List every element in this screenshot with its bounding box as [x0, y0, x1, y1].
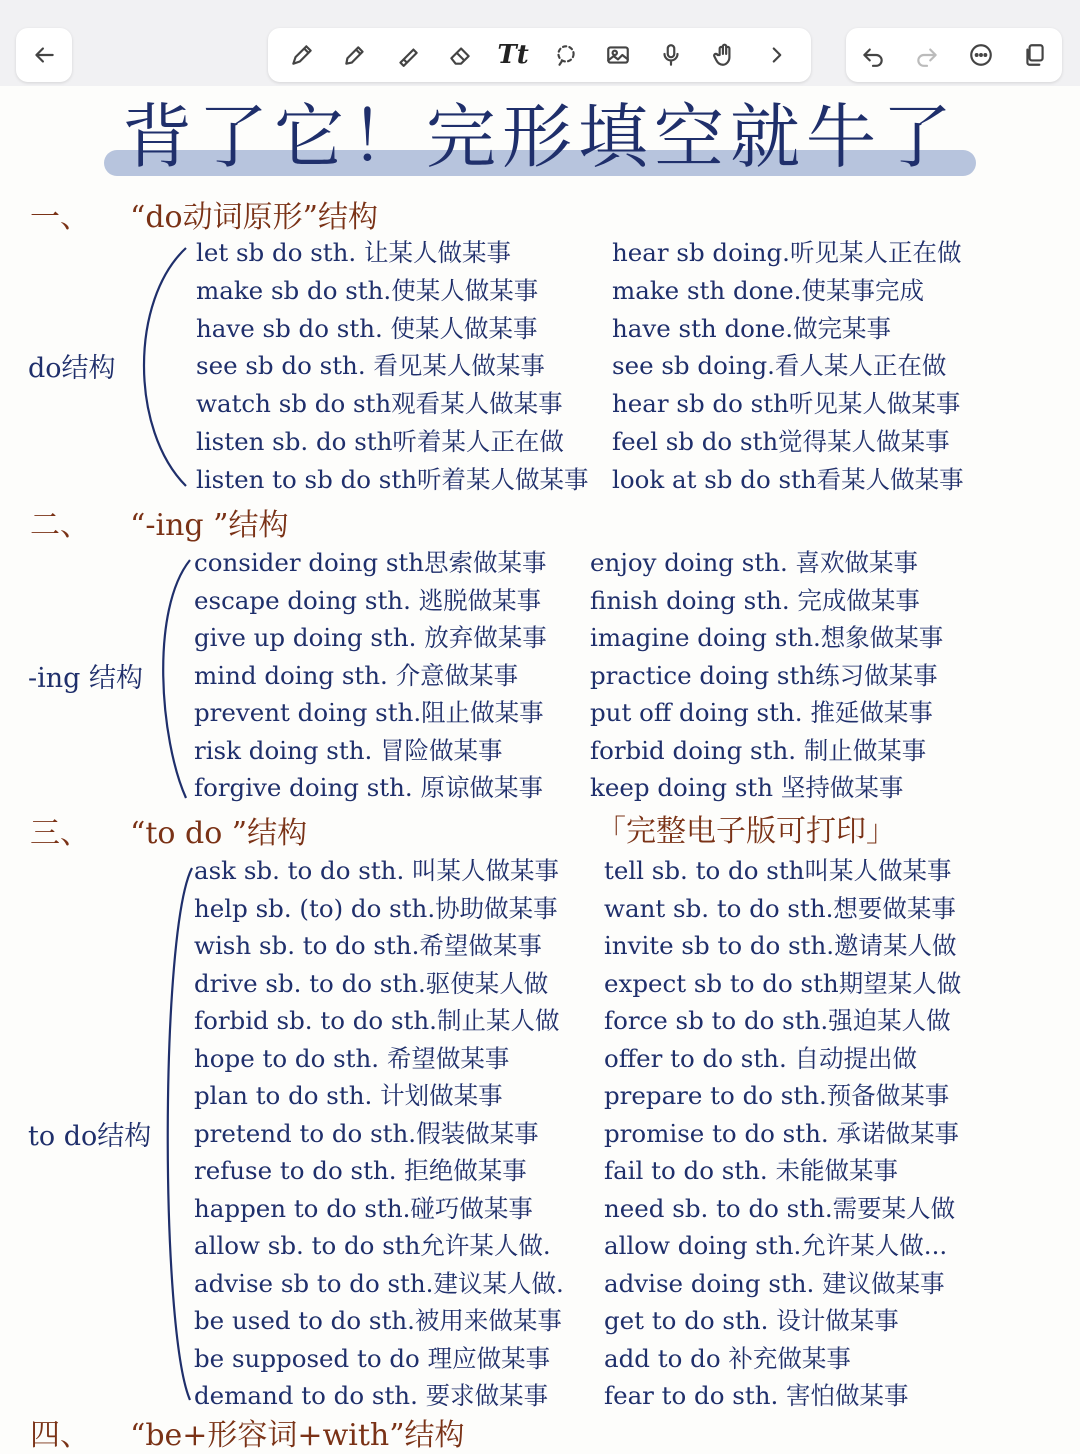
section4-number: 四、 [30, 1418, 90, 1453]
section3-left-phrase: drive sb. to do sth.驱使某人做 [194, 968, 549, 998]
section3-left-phrase: be used to do sth.被用来做某事 [194, 1306, 562, 1335]
section3-left-phrase: forbid sb. to do sth.制止某人做 [194, 1006, 560, 1035]
section3-left-phrase: help sb. (to) do sth.协助做某事 [194, 893, 558, 923]
section2-left-phrase: forgive doing sth. 原谅做某事 [194, 773, 543, 802]
section1-left-phrase: watch sb do sth观看某人做某事 [196, 389, 563, 419]
section1-left-phrase: make sb do sth.使某人做某事 [196, 275, 539, 305]
page-title: 背了它！完形填空就牛了 [122, 96, 958, 178]
section3-right-phrase: advise doing sth. 建议做某事 [604, 1268, 945, 1298]
section1-right-phrase: make sth done.使某事完成 [612, 275, 924, 305]
section1-left-phrase: see sb do sth. 看见某人做某事 [196, 351, 545, 381]
brace-section3 [168, 868, 192, 1400]
section2-left-phrase: risk doing sth. 冒险做某事 [194, 735, 503, 765]
section2-right-phrase: put off doing sth. 推延做某事 [590, 698, 933, 727]
text-tool-label: Tt [497, 40, 529, 70]
section1-left-phrase: listen sb. do sth听着某人正在做 [196, 427, 564, 456]
section2-left-phrase: escape doing sth. 逃脱做某事 [194, 585, 542, 615]
section3-right-phrase: get to do sth. 设计做某事 [604, 1306, 899, 1335]
section2-title: “-ing ”结构 [130, 508, 289, 543]
section1-right-phrase: hear sb doing.听见某人正在做 [612, 238, 962, 267]
section3-right-phrase: expect sb to do sth期望某人做 [604, 968, 962, 998]
section1-number: 一、 [30, 200, 90, 235]
section3-right-phrase: invite sb to do sth.邀请某人做 [604, 931, 957, 960]
section2-left-phrase: mind doing sth. 介意做某事 [194, 660, 519, 690]
section1-heading [30, 192, 378, 236]
section1-right-phrase: have sth done.做完某事 [612, 313, 891, 343]
section3-right-phrase: add to do 补充做某事 [604, 1343, 851, 1373]
section3-title: “to do ”结构 [130, 816, 308, 851]
section3-left-phrase: pretend to do sth.假装做某事 [194, 1118, 539, 1148]
section3-right-phrase: want sb. to do sth.想要做某事 [604, 893, 956, 923]
brace-section1 [144, 248, 186, 486]
section3-left-phrase: advise sb to do sth.建议某人做. [194, 1268, 564, 1298]
section3-left-phrase: be supposed to do 理应做某事 [194, 1343, 551, 1373]
section3-left-phrase: refuse to do sth. 拒绝做某事 [194, 1156, 527, 1185]
section3-left-phrase: hope to do sth. 希望做某事 [194, 1043, 510, 1073]
section1-left-phrase: listen to sb do sth听着某人做某事 [196, 464, 589, 494]
section1-label: do结构 [28, 353, 116, 384]
section3-right-phrase: promise to do sth. 承诺做某事 [604, 1118, 959, 1148]
section1-right-phrase: feel sb do sth觉得某人做某事 [612, 427, 950, 456]
section1-left-phrase: let sb do sth. 让某人做某事 [196, 238, 512, 267]
section2-right-phrase: imagine doing sth.想象做某事 [590, 623, 944, 652]
section4-title: “be+形容词+with”结构 [130, 1418, 465, 1453]
section2-right-phrase: keep doing sth 坚持做某事 [590, 773, 904, 802]
section2-left-phrase: prevent doing sth.阻止做某事 [194, 698, 544, 727]
section3-right-phrase: offer to do sth. 自动提出做 [604, 1043, 918, 1073]
section2-left-phrase: give up doing sth. 放弃做某事 [194, 623, 547, 652]
section3-right-phrase: force sb to do sth.强迫某人做 [604, 1006, 951, 1035]
section3-right-phrase: need sb. to do sth.需要某人做 [604, 1193, 956, 1223]
section3-right-phrase: fear to do sth. 害怕做某事 [604, 1381, 909, 1410]
section2-label: -ing 结构 [28, 663, 144, 694]
section1-right-phrase: see sb doing.看人某人正在做 [612, 351, 947, 381]
section3-left-phrase: plan to do sth. 计划做某事 [194, 1081, 503, 1110]
section2-number: 二、 [30, 508, 90, 543]
section3-number: 三、 [30, 816, 90, 851]
section1-title: “do动词原形”结构 [130, 200, 378, 235]
section3-left-phrase: demand to do sth. 要求做某事 [194, 1381, 549, 1410]
section3-left-phrase: wish sb. to do sth.希望做某事 [194, 931, 542, 960]
section3-left-phrase: happen to do sth.碰巧做某事 [194, 1193, 533, 1223]
section3-heading [30, 808, 307, 852]
printable-note: 「完整电子版可打印」 [596, 814, 896, 849]
section3-left-phrase: allow sb. to do sth允许某人做. [194, 1231, 551, 1260]
section3-left-phrase: ask sb. to do sth. 叫某人做某事 [194, 856, 560, 885]
section2-right-phrase: enjoy doing sth. 喜欢做某事 [590, 548, 919, 577]
section4-heading [30, 1410, 465, 1454]
section2-right-phrase: forbid doing sth. 制止做某事 [590, 735, 927, 765]
section1-left-phrase: have sb do sth. 使某人做某事 [196, 313, 538, 343]
section2-right-phrase: finish doing sth. 完成做某事 [590, 585, 920, 615]
section2-heading [30, 500, 288, 544]
section3-label: to do结构 [28, 1121, 152, 1152]
section3-right-phrase: prepare to do sth.预备做某事 [604, 1081, 950, 1110]
section3-right-phrase: tell sb. to do sth叫某人做某事 [604, 856, 952, 885]
section3-right-phrase: allow doing sth.允许某人做... [604, 1231, 948, 1260]
brace-section2 [163, 560, 190, 798]
section3-right-phrase: fail to do sth. 未能做某事 [604, 1156, 899, 1185]
section2-left-phrase: consider doing sth思索做某事 [194, 548, 547, 577]
section1-right-phrase: look at sb do sth看某人做某事 [612, 464, 964, 494]
section2-right-phrase: practice doing sth练习做某事 [590, 660, 938, 690]
section1-right-phrase: hear sb do sth听见某人做某事 [612, 389, 961, 419]
